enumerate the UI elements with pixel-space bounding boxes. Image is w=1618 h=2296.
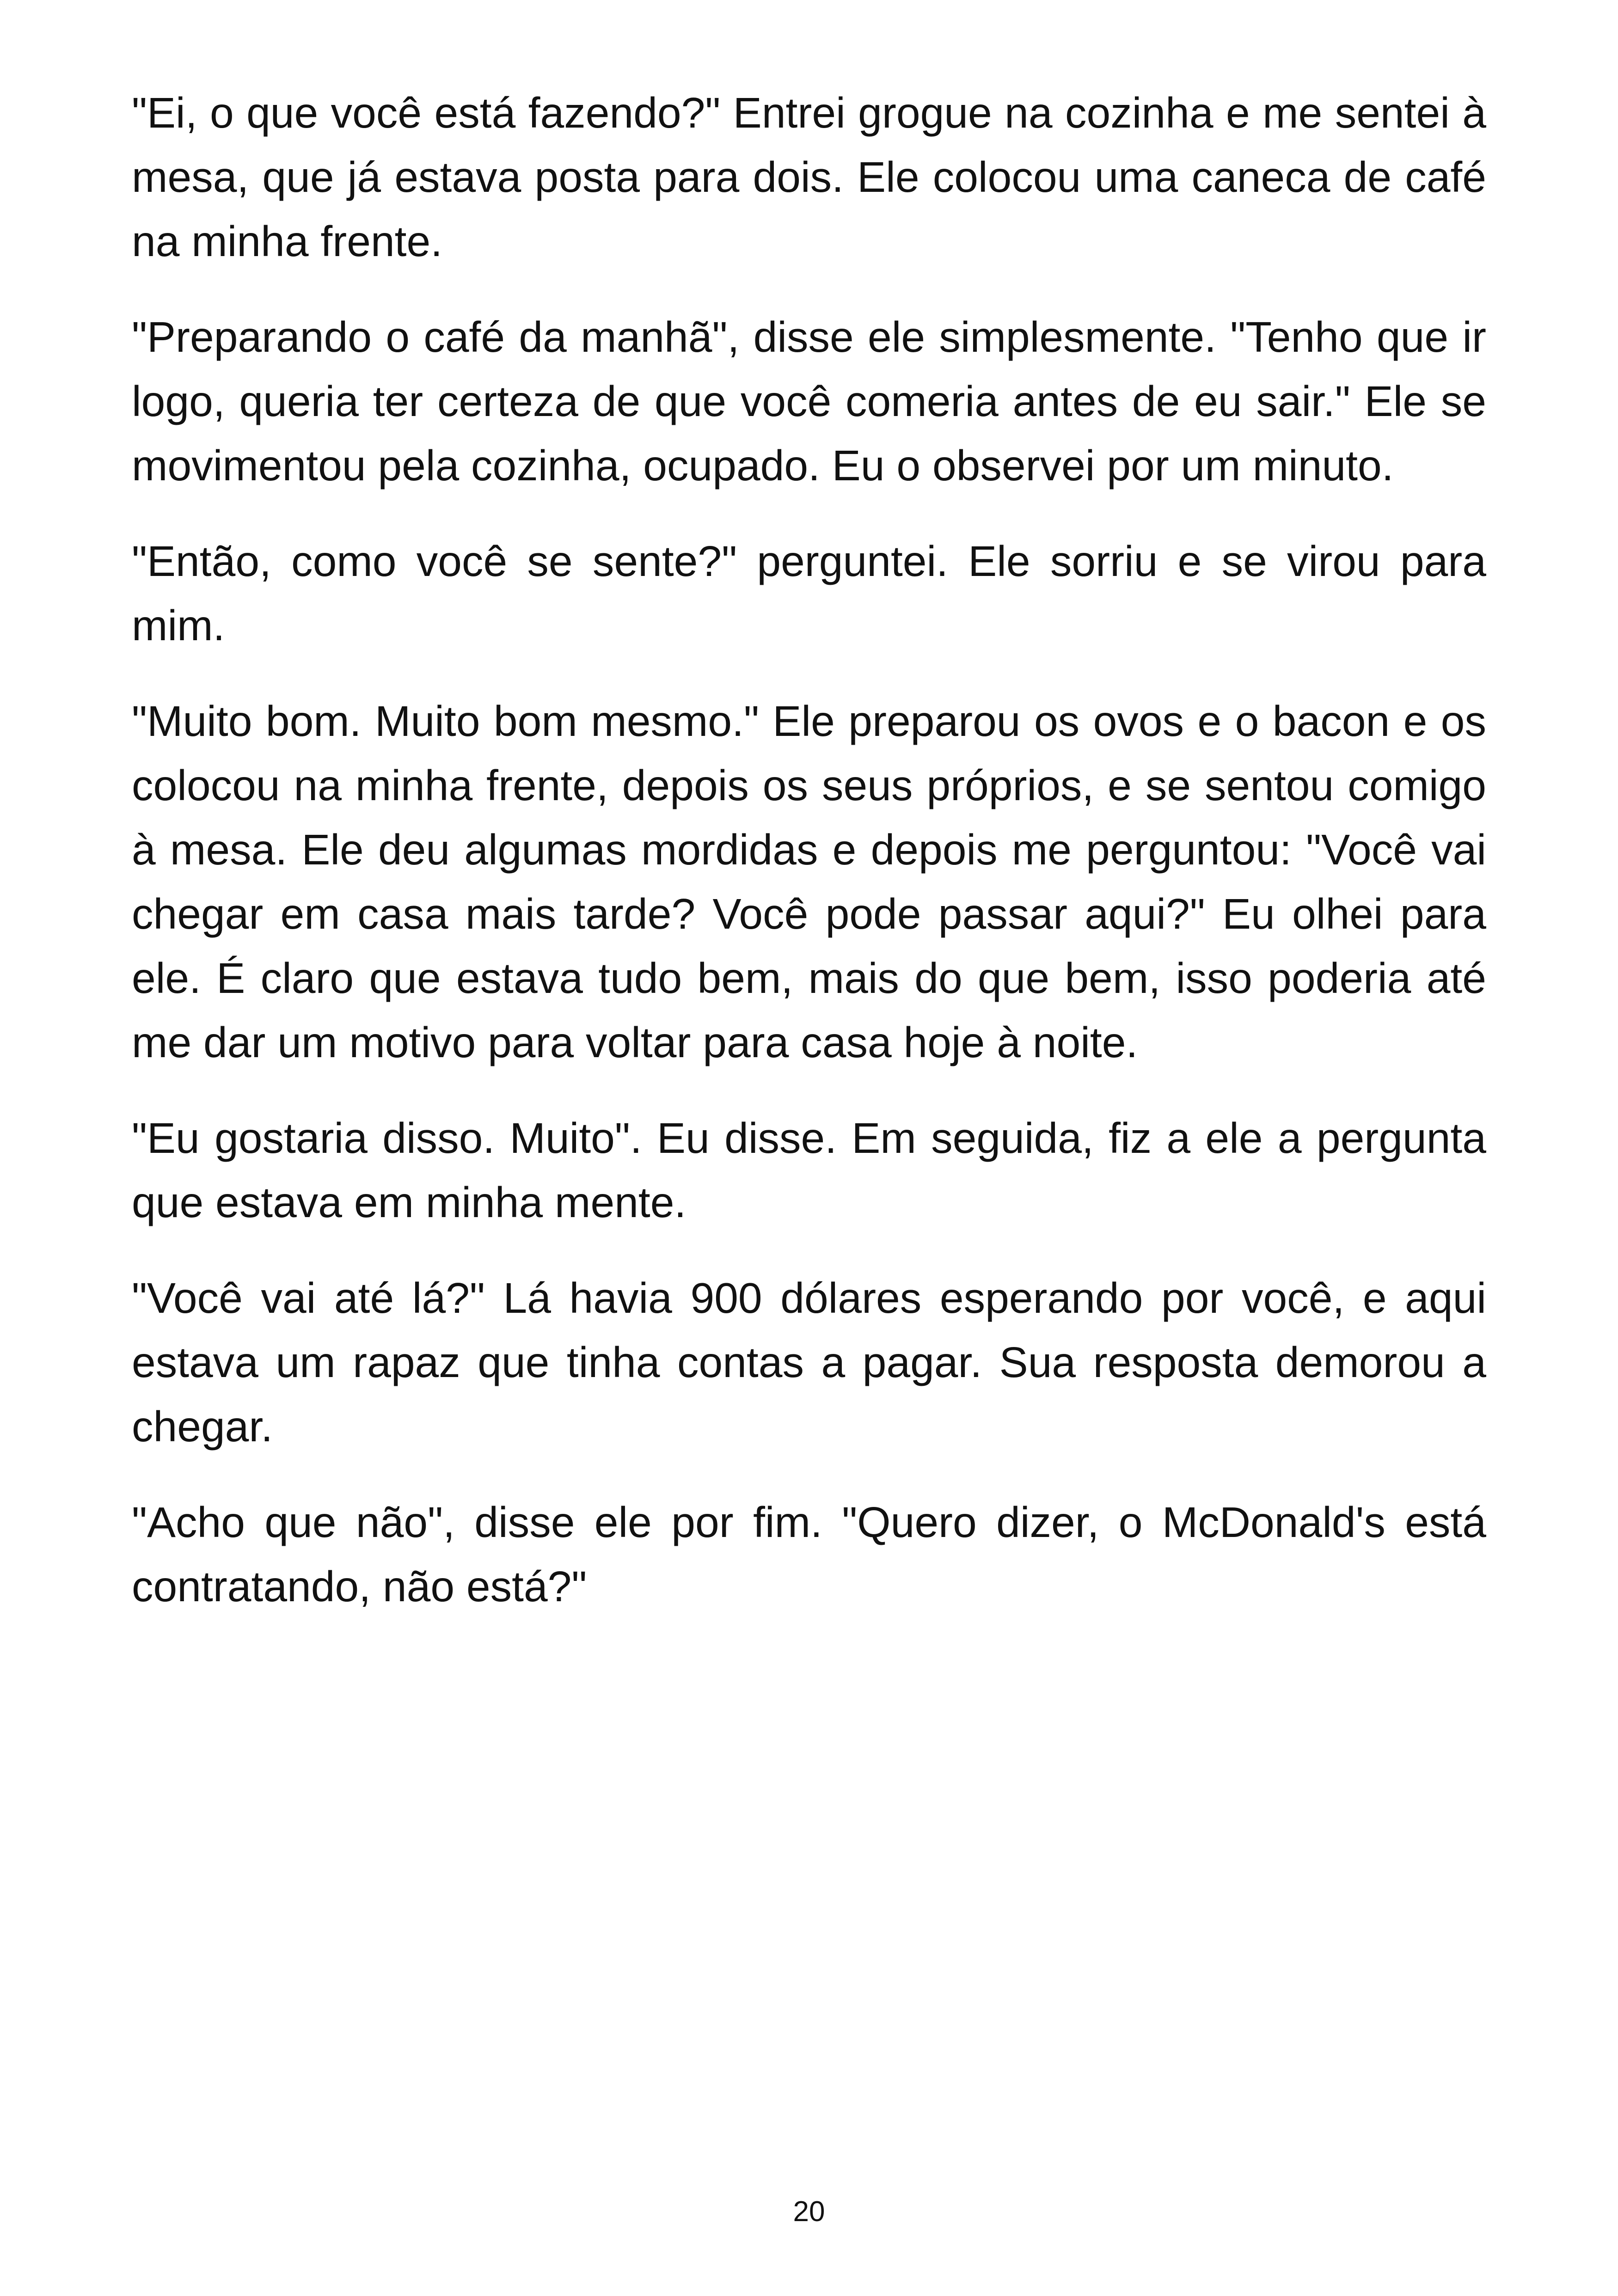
page-number: 20: [793, 2196, 825, 2228]
paragraph: "Você vai até lá?" Lá havia 900 dólares esperando por você, e aqui estava um rapaz que tinha contas a pagar. Sua resposta demorou a chegar.: [132, 1274, 1486, 1451]
paragraph: "Muito bom. Muito bom mesmo." Ele preparou os ovos e o bacon e os colocou na minha frente, depois os seus próprios, e se sentou comigo à mesa. Ele deu algumas mordidas e depois me perguntou: "Você vai chegar em casa mais tarde? Você pode passar aqui?" Eu olhei para ele. É claro que estava tudo bem, mais do que bem, isso poderia até me dar um motivo para voltar para casa hoje à noite.: [132, 697, 1486, 1066]
paragraph: "Acho que não", disse ele por fim. "Quero dizer, o McDonald's está contratando, não está?": [132, 1498, 1486, 1610]
paragraph: "Eu gostaria disso. Muito". Eu disse. Em seguida, fiz a ele a pergunta que estava em minha mente.: [132, 1114, 1486, 1226]
paragraph: "Ei, o que você está fazendo?" Entrei grogue na cozinha e me sentei à mesa, que já estava posta para dois. Ele colocou uma caneca de café na minha frente.: [132, 89, 1486, 265]
body-text: [132, 81, 1486, 1650]
paragraph: "Então, como você se sente?" perguntei. Ele sorriu e se virou para mim.: [132, 537, 1486, 649]
paragraph: "Preparando o café da manhã", disse ele simplesmente. "Tenho que ir logo, queria ter certeza de que você comeria antes de eu sair." Ele se movimentou pela cozinha, ocupado. Eu o observei por um minuto.: [132, 313, 1486, 490]
